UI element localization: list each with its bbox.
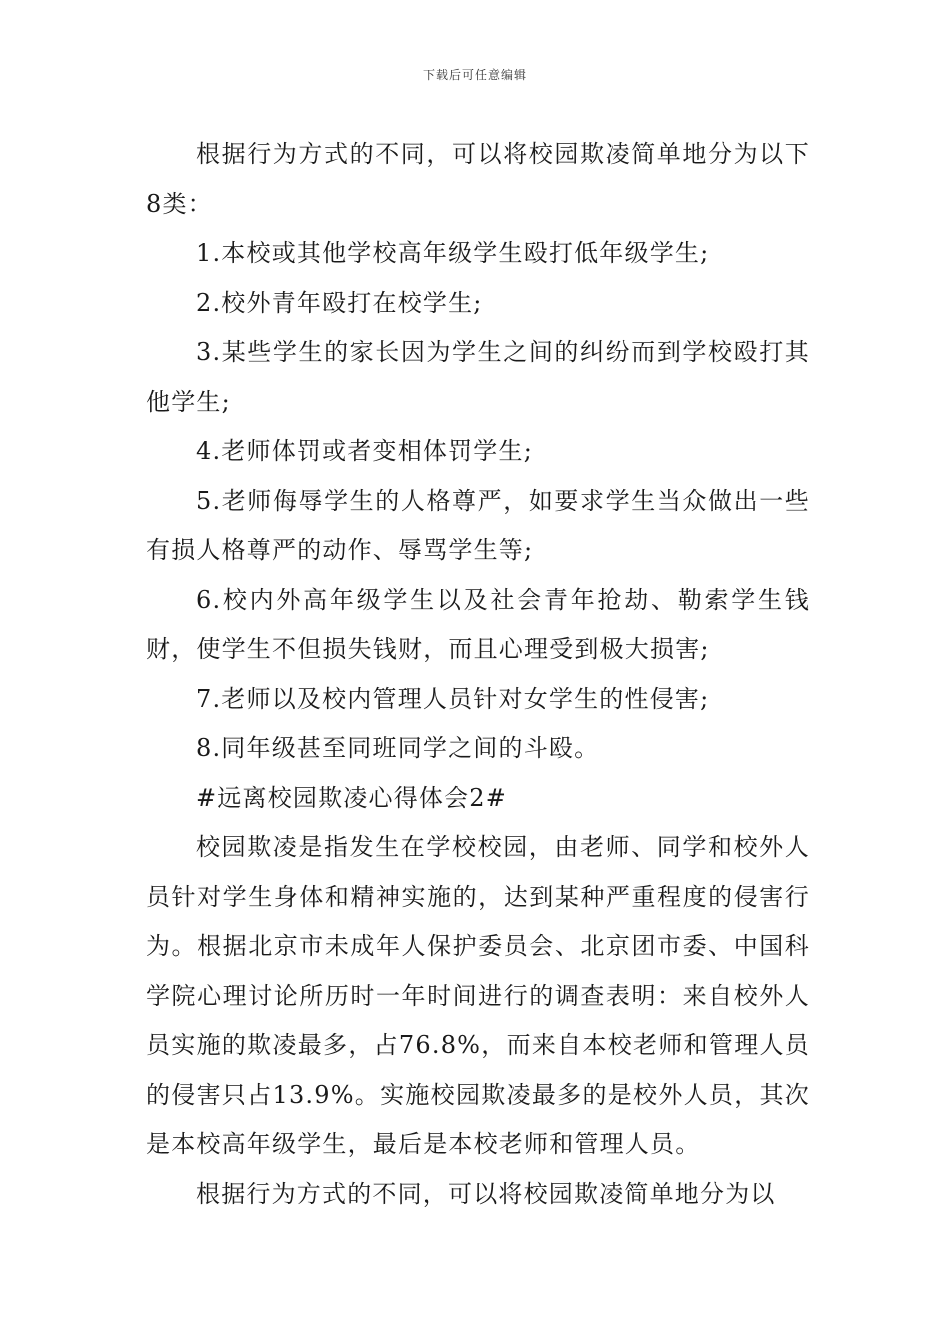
list-item-7: 7.老师以及校内管理人员针对女学生的性侵害; bbox=[196, 684, 710, 713]
paragraph-closing: 根据行为方式的不同，可以将校园欺凌简单地分为以 bbox=[196, 1179, 776, 1208]
list-item-1: 1.本校或其他学校高年级学生殴打低年级学生; bbox=[196, 239, 710, 267]
paragraph-intro: 根据行为方式的不同，可以将校园欺凌简单地分为以下8类： bbox=[146, 140, 810, 218]
list-item-3: 3.某些学生的家长因为学生之间的纠纷而到学校殴打其他学生; bbox=[146, 338, 810, 416]
download-note: 下载后可任意编辑 bbox=[422, 68, 527, 82]
list-item-6: 6.校内外高年级学生以及社会青年抢劫、勒索学生钱财，使学生不但损失钱财，而且心理受到极大损害; bbox=[146, 585, 810, 663]
document-body bbox=[146, 130, 810, 1219]
paragraph-definition: 校园欺凌是指发生在学校校园，由老师、同学和校外人员针对学生身体和精神实施的，达到某种严重程度的侵害行为。根据北京市未成年人保护委员会、北京团市委、中国科学院心理讨论所历时一年时间进行的调查表明：来自校外人员实施的欺凌最多，占76.8%，而来自本校老师和管理人员的侵害只占13.9%。实施校园欺凌最多的是校外人员，其次是本校高年级学生，最后是本校老师和管理人员。 bbox=[146, 833, 810, 1158]
list-item-4: 4.老师体罚或者变相体罚学生; bbox=[196, 437, 533, 465]
section-heading: #远离校园欺凌心得体会2# bbox=[196, 783, 508, 812]
list-item-8: 8.同年级甚至同班同学之间的斗殴。 bbox=[196, 734, 600, 762]
list-item-5: 5.老师侮辱学生的人格尊严，如要求学生当众做出一些有损人格尊严的动作、辱骂学生等; bbox=[146, 486, 810, 564]
list-item-2: 2.校外青年殴打在校学生; bbox=[196, 288, 483, 317]
